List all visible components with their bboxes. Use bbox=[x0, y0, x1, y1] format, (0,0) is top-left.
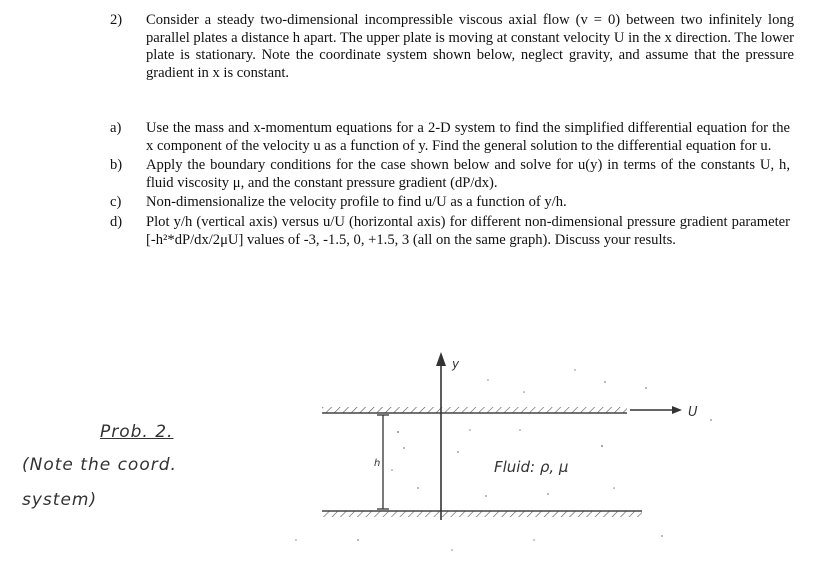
part-label: d) bbox=[110, 213, 123, 230]
part-label: a) bbox=[110, 120, 122, 136]
part-text: Plot y/h (vertical axis) versus u/U (horizontal axis) for different non-dimensional pressure gradient parameter [-h²*dP/dx/2μU] values of -3, -1.5, 0, +1.5, 3 (all on the same graph). Discuss your results. bbox=[146, 213, 790, 248]
lower-plate bbox=[322, 511, 642, 517]
part-text: Non-dimensionalize the velocity profile to find u/U as a function of y/h. bbox=[146, 194, 567, 211]
part-text: Use the mass and x-momentum equations for a 2-D system to find the simplified differential equation for the x component of the velocity u as a function of y. Find the general solution to the differential equation for u. bbox=[146, 120, 790, 154]
problem-text: Consider a steady two-dimensional incompressible viscous axial flow (v = 0) between two infinitely long parallel plates a distance h apart. The upper plate is moving at constant velocity U in the x direction. The lower plate is stationary. Note the coordinate system shown below, neglect gravity, and assume that the pressure gradient in x is constant. bbox=[146, 12, 794, 81]
fluid-label: Fluid: ρ, μ bbox=[494, 458, 569, 476]
handwritten-note-line1: (Note the coord. bbox=[22, 455, 177, 475]
gap-label: h bbox=[374, 458, 381, 469]
handwritten-problem-title: Prob. 2. bbox=[100, 422, 174, 442]
part-label: b) bbox=[110, 157, 123, 174]
part-text: Apply the boundary conditions for the case shown below and solve for u(y) in terms of the constants U, h, fluid viscosity μ, and the constant pressure gradient (dP/dx). bbox=[146, 157, 790, 191]
part-label: c) bbox=[110, 194, 122, 211]
velocity-arrow bbox=[630, 406, 682, 414]
problem-number: 2) bbox=[110, 12, 123, 28]
y-axis-label: y bbox=[452, 357, 460, 371]
upper-plate bbox=[322, 407, 627, 413]
velocity-label: U bbox=[688, 405, 698, 420]
y-axis-arrow bbox=[436, 352, 446, 520]
handwritten-note-line2: system) bbox=[22, 490, 98, 510]
